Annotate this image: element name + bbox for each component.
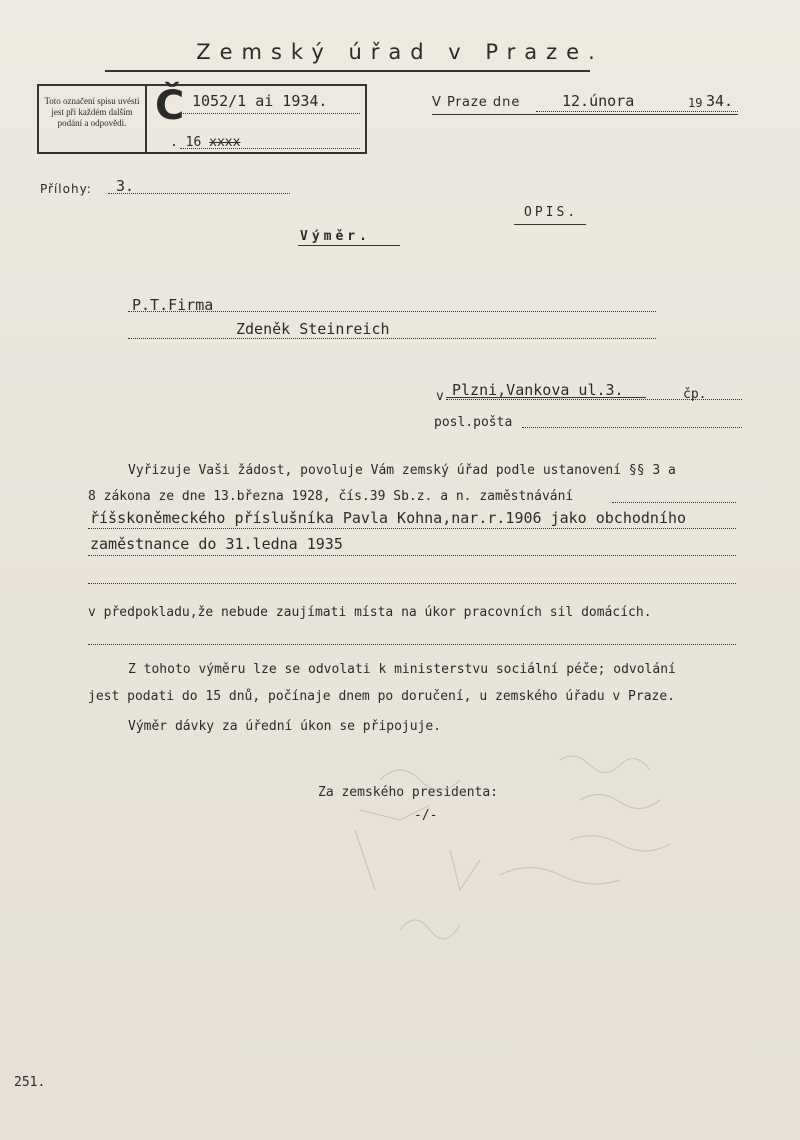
date-place: V Praze dne [432,95,521,110]
date-dots [536,111,738,112]
post-office-label: posl.pošta [434,415,513,430]
reference-number-dots [180,113,360,114]
body-line2-dots [612,502,736,503]
addressee-line2: Zdeněk Steinreich [236,320,390,338]
body-blank-line-dots [88,583,736,584]
body-paragraph1-line2: 8 zákona ze dne 13.března 1928, čís.39 Sb.z. a n. zaměstnávání [88,489,574,504]
body-paragraph3-line1: Z tohoto výměru lze se odvolati k ministerstvu sociální péče; odvolání [128,662,676,677]
addressee-line1: P.T.Firma [132,296,214,314]
signature-line2: -/- [414,808,438,823]
post-office-dots [522,427,742,428]
date-underline [432,114,738,115]
addressee-place-dots [446,399,742,400]
reference-number: 1052/1 ai 1934. [192,92,328,110]
copy-mark: OPIS. [524,205,579,220]
body-paragraph4: Výměr dávky za úřední úkon se připojuje. [128,719,442,734]
reference-c-letter: Č [155,83,185,129]
body-fill-line2-dots [88,555,736,556]
copy-mark-underline [514,224,586,225]
faded-stamp-text [305,233,311,247]
reference-line2-prefix: . 16 [170,135,202,150]
attachments-dots [108,193,290,194]
reference-line2-dots [180,148,360,149]
reference-line2-struck: xxxx [209,135,241,150]
signature-line1: Za zemského presidenta: [318,785,499,800]
reference-instruction-box [37,84,147,154]
reference-line2 [170,134,240,152]
body-fill-line1-dots [88,528,736,529]
office-title: Zemský úřad v Praze. [196,40,604,64]
document-type: Výměr. [300,229,371,244]
body-paragraph3-line2: jest podati do 15 dnů, počínaje dnem po doručení, u zemského úřadu v Praze. [88,689,675,704]
title-underline [105,70,590,72]
date-year-suffix: 34. [706,92,734,110]
date-day-month: 12.února [562,92,635,110]
body-paragraph2-dots [88,644,736,645]
body-paragraph1-line1: Vyřizuje Vaši žádost, povoluje Vám zemský úřad podle ustanovení §§ 3 a [128,463,676,478]
reference-instruction: Toto označení spisu uvésti jest při každém dalším podání a odpovědi. [44,96,140,128]
addressee-cp-label: čp. [683,387,707,402]
document-type-underline [298,245,400,246]
body-paragraph2: v předpokladu,že nebude zaujímati místa na úkor pracovních sil domácích. [88,605,652,620]
addressee-place: Plzni,Vankova ul.3. [452,381,624,399]
date-year-prefix: 19 [688,96,703,110]
addressee-place-prefix: v [436,389,444,404]
page-number: 251. [14,1075,46,1090]
addressee-line2-dots [128,338,656,339]
body-fill-line1: říšskoněmeckého příslušníka Pavla Kohna,nar.r.1906 jako obchodního [90,509,687,527]
addressee-place-underline [446,397,646,398]
faded-handwriting-marks [200,740,760,970]
attachments-label: Přílohy: [40,182,92,196]
body-fill-line2: zaměstnance do 31.ledna 1935 [90,535,343,553]
addressee-line1-dots [128,311,656,312]
attachments-value: 3. [116,177,135,195]
